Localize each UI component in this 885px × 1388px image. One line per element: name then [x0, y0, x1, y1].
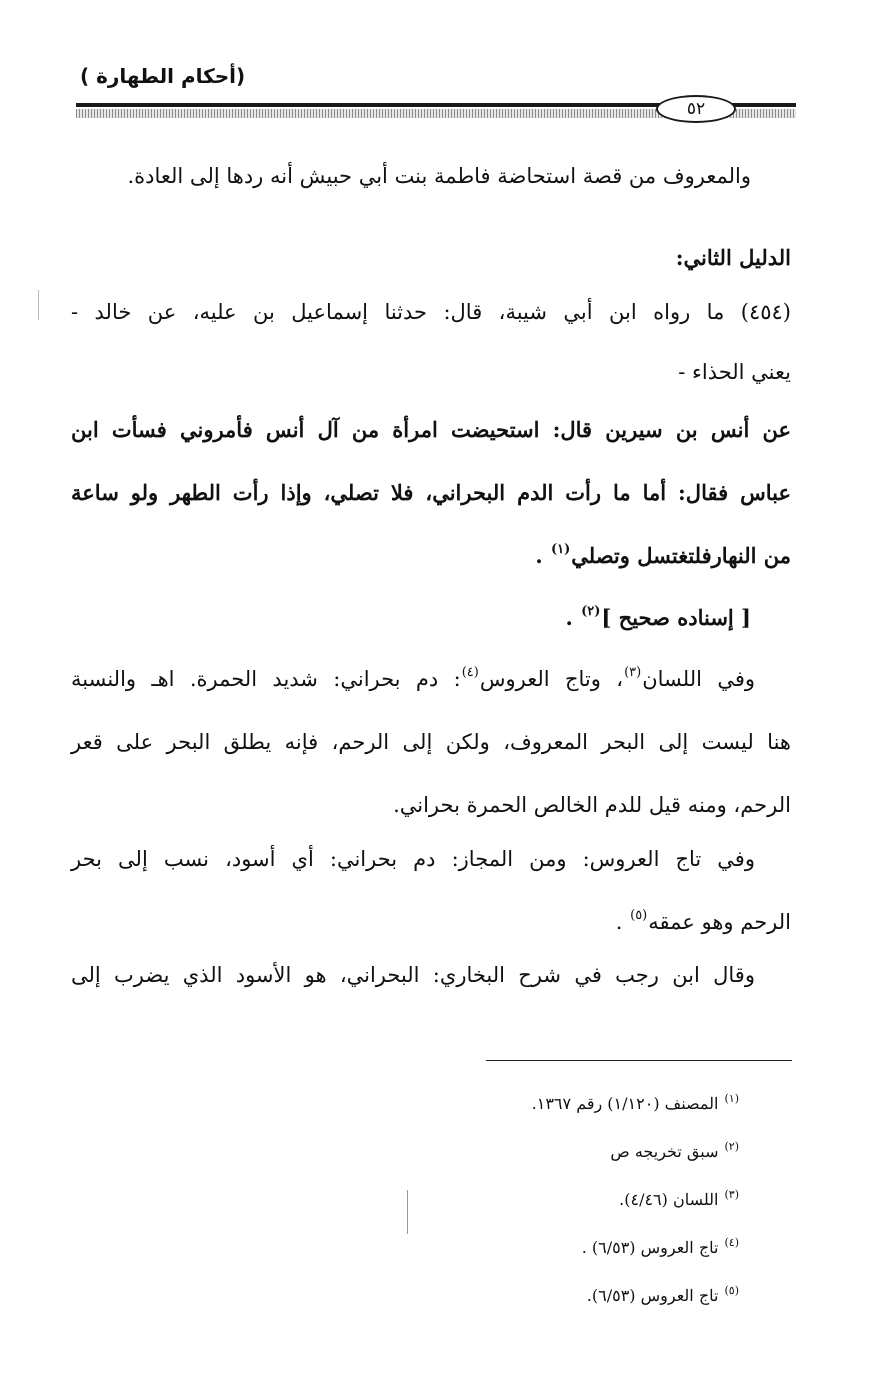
footnote-ref-1[interactable]: (١)	[550, 542, 571, 557]
footnote-4	[339, 1219, 739, 1267]
paragraph-6-text: الرحم وهو عمقه	[648, 910, 791, 934]
footnote-ref-5[interactable]: (٥)	[630, 908, 648, 923]
paragraph-3	[71, 398, 791, 587]
footnote-ref-3[interactable]: (٣)	[624, 665, 642, 680]
paragraph-2-line-1: (٤٥٤) ما رواه ابن أبي شيبة، قال: حدثنا إسماعيل بن عليه، عن خالد -	[71, 300, 791, 324]
footnote-text: اللسان (٤/٤٦).	[619, 1190, 719, 1209]
footnote-number: (١)	[724, 1092, 739, 1105]
heading-text: الدليل الثاني:	[675, 245, 791, 270]
section-heading	[71, 226, 791, 289]
paragraph-5-line-1	[71, 648, 791, 711]
paragraph-6	[71, 828, 791, 954]
footnote-number: (٢)	[724, 1140, 739, 1153]
footnote-text: تاج العروس (٦/٥٣) .	[581, 1238, 719, 1257]
paragraph-4-period: .	[565, 605, 573, 630]
paragraph-5-text-a: وفي اللسان	[642, 667, 756, 691]
running-title: (أحكام الطهارة )	[80, 64, 246, 88]
footnote-text: تاج العروس (٦/٥٣).	[586, 1286, 719, 1305]
paragraph-4-line	[71, 586, 791, 649]
footnote-number: (٣)	[724, 1188, 739, 1201]
paragraph-1-line: والمعروف من قصة استحاضة فاطمة بنت أبي حبيش أنه ردها إلى العادة.	[127, 164, 751, 188]
scan-artifact	[407, 1190, 408, 1234]
paragraph-2-line-2: يعني الحذاء -	[678, 360, 791, 384]
paragraph-3-line-3	[71, 524, 791, 587]
paragraph-3-line-1: عن أنس بن سيرين قال: استحيضت امرأة من آل أنس فأمروني فسأت ابن	[71, 417, 791, 442]
footnote-separator	[486, 1060, 792, 1061]
footnote-2	[339, 1123, 739, 1171]
paragraph-6-period: .	[615, 910, 623, 934]
paragraph-7	[71, 944, 791, 1007]
footnote-1	[339, 1075, 739, 1123]
paragraph-4	[71, 586, 791, 649]
isnad-grade: [ إسناده صحيح ]	[601, 605, 751, 630]
footnotes	[339, 1075, 739, 1315]
footnote-ref-2[interactable]: (٢)	[581, 604, 601, 619]
paragraph-3-period: .	[535, 543, 543, 568]
footnote-number: (٥)	[724, 1284, 739, 1297]
footnote-number: (٤)	[724, 1236, 739, 1249]
footnote-ref-4[interactable]: (٤)	[461, 665, 479, 680]
paragraph-1	[71, 145, 791, 208]
paragraph-5	[71, 648, 791, 837]
paragraph-3-line-2: عباس فقال: أما ما رأت الدم البحراني، فلا تصلي، وإذا رأت الطهر ولو ساعة	[71, 480, 791, 505]
paragraph-5-text-c: : دم بحراني: شديد الحمرة. اهـ والنسبة	[71, 667, 461, 691]
page-number: ٥٢	[656, 95, 736, 123]
footnote-3	[339, 1171, 739, 1219]
paragraph-5-text-b: ، وتاج العروس	[479, 667, 624, 691]
paragraph-7-line-1: وقال ابن رجب في شرح البخاري: البحراني، هو الأسود الذي يضرب إلى	[71, 963, 755, 987]
margin-mark	[38, 290, 39, 320]
paragraph-3-text: من النهارفلتغتسل وتصلي	[571, 543, 791, 568]
footnote-text: سبق تخريجه ص	[610, 1142, 719, 1161]
paragraph-2	[71, 282, 791, 402]
footnote-5	[339, 1267, 739, 1315]
paragraph-5-line-3: الرحم، ومنه قيل للدم الخالص الحمرة بحراني.	[393, 793, 791, 817]
footnote-text: المصنف (١/١٢٠) رقم ١٣٦٧.	[531, 1094, 719, 1113]
paragraph-6-line-1: وفي تاج العروس: ومن المجاز: دم بحراني: أي أسود، نسب إلى بحر	[71, 847, 755, 871]
paragraph-5-line-2: هنا ليست إلى البحر المعروف، ولكن إلى الرحم، فإنه يطلق البحر على قعر	[71, 730, 791, 754]
